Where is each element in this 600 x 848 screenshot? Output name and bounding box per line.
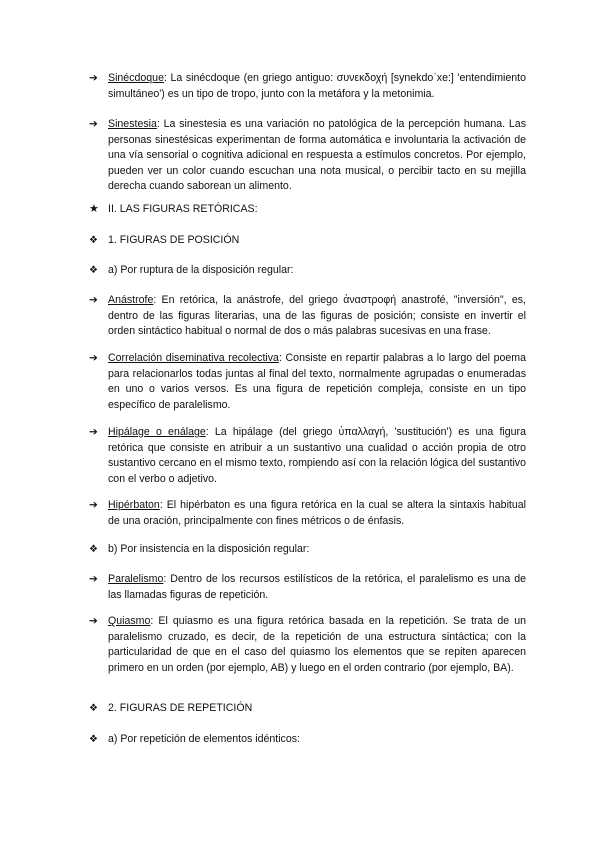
- heading-figuras-repeticion: [89, 701, 526, 717]
- arrow-bullet-icon: ➔: [89, 294, 98, 306]
- heading-figuras-posicion: [89, 233, 526, 249]
- definition-sinecdoque: : La sinécdoque (en griego antiguo: συνεκδοχή [synekdoˈxe:] 'entendimiento simultáneo') es un tipo de tropo, junto con la metáfora y la metonimia.: [108, 72, 526, 100]
- entry-correlacion: [89, 351, 526, 413]
- heading-text: b) Por insistencia en la disposición regular:: [108, 543, 310, 555]
- heading-text: a) Por repetición de elementos idénticos:: [108, 733, 300, 745]
- term-sinestesia: Sinestesia: [108, 118, 157, 130]
- diamond-bullet-icon: ❖: [89, 235, 98, 246]
- entry-sinestesia: [89, 117, 526, 195]
- arrow-bullet-icon: ➔: [89, 118, 98, 130]
- entry-hipalage: [89, 425, 526, 487]
- term-anastrofe: Anástrofe: [108, 294, 154, 306]
- star-bullet-icon: ★: [89, 203, 99, 215]
- heading-text: a) Por ruptura de la disposición regular:: [108, 264, 294, 276]
- term-sinecdoque: Sinécdoque: [108, 72, 164, 84]
- entry-hiperbaton: [89, 498, 526, 529]
- diamond-bullet-icon: ❖: [89, 734, 98, 745]
- definition-sinestesia: : La sinestesia es una variación no patológica de la percepción humana. Las personas sinestésicas experimentan de forma automática e involuntaria la activación de una vía sensorial o cognitiva adicional en respuesta a estímulos concretos. Por ejemplo, pueden ver un color cuando escuchan una nota musical, o percibir tacto en su mejilla derecha cuando saborean un alimento.: [108, 118, 526, 192]
- term-quiasmo: Quiasmo: [108, 615, 151, 627]
- heading-insistencia: [89, 542, 526, 558]
- diamond-bullet-icon: ❖: [89, 703, 98, 714]
- definition-hipalage: : La hipálage (del griego ὑπαλλαγή, 'sustitución') es una figura retórica que consiste en atribuir a un sustantivo una cualidad o acción propia de otro sustantivo cercano en el mismo texto, rompiendo así con la relación lógica del sustantivo con el verbo o adjetivo.: [108, 426, 526, 485]
- arrow-bullet-icon: ➔: [89, 573, 98, 585]
- term-correlacion: Correlación diseminativa recolectiva: [108, 352, 279, 364]
- entry-sinecdoque: [89, 71, 526, 102]
- arrow-bullet-icon: ➔: [89, 499, 98, 511]
- heading-ruptura: [89, 263, 526, 279]
- arrow-bullet-icon: ➔: [89, 72, 98, 84]
- definition-correlacion: : Consiste en repartir palabras a lo largo del poema para relacionarlos todas juntas al final del texto, normalmente agrupadas o enumeradas en uno o varios versos. Es una figura de repetición compleja, consiste en un tipo específico de paralelismo.: [108, 352, 526, 411]
- term-hiperbaton: Hipérbaton: [108, 499, 160, 511]
- heading-text: 2. FIGURAS DE REPETICIÓN: [108, 702, 253, 714]
- diamond-bullet-icon: ❖: [89, 544, 98, 555]
- definition-anastrofe: : En retórica, la anástrofe, del griego ἀναστροφή anastrofé, "inversión", es, dentro de las figuras literarias, una de las figuras de posición; consiste en invertir el orden sintáctico habitual o normal de dos o más palabras sucesivas en una frase.: [108, 294, 526, 337]
- definition-quiasmo: : El quiasmo es una figura retórica basada en la repetición. Se trata de un paralelismo cruzado, es decir, de la repetición de una estructura sintáctica; con la particularidad de que en el caso del quiasmo los elementos que se repiten aparecen primero en un orden (por ejemplo, AB) y luego en el orden contrario (por ejemplo, BA).: [108, 615, 526, 674]
- arrow-bullet-icon: ➔: [89, 352, 98, 364]
- entry-quiasmo: [89, 614, 526, 676]
- heading-text: 1. FIGURAS DE POSICIÓN: [108, 234, 240, 246]
- definition-paralelismo: : Dentro de los recursos estilísticos de la retórica, el paralelismo es una de las llamadas figuras de repetición.: [108, 573, 526, 601]
- entry-paralelismo: [89, 572, 526, 603]
- definition-hiperbaton: : El hipérbaton es una figura retórica en la cual se altera la sintaxis habitual de una oración, principalmente con fines métricos o de énfasis.: [108, 499, 526, 527]
- diamond-bullet-icon: ❖: [89, 265, 98, 276]
- heading-figuras-retoricas: [89, 202, 526, 218]
- arrow-bullet-icon: ➔: [89, 615, 98, 627]
- arrow-bullet-icon: ➔: [89, 426, 98, 438]
- heading-elementos-identicos: [89, 732, 526, 748]
- term-hipalage: Hipálage o enálage: [108, 426, 206, 438]
- heading-text: II. LAS FIGURAS RETÓRICAS:: [108, 203, 258, 215]
- term-paralelismo: Paralelismo: [108, 573, 164, 585]
- entry-anastrofe: [89, 293, 526, 340]
